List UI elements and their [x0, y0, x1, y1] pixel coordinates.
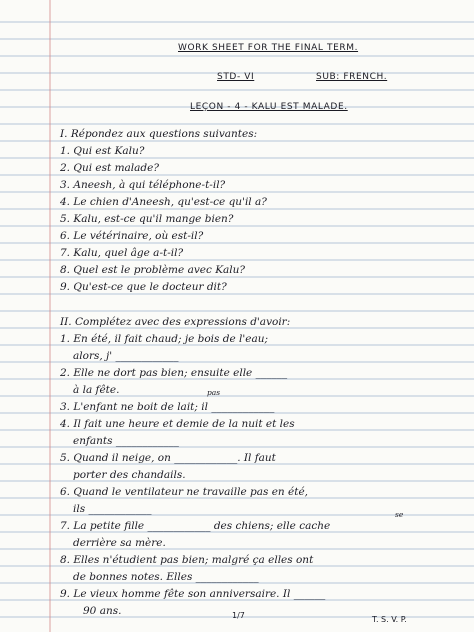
fill-line-7b: derrière sa mère.: [73, 537, 166, 549]
subject-label: SUB: FRENCH.: [316, 72, 388, 82]
lesson-title: LEÇON - 4 - KALU EST MALADE.: [190, 102, 348, 112]
question-7: 7. Kalu, quel âge a-t-il?: [60, 247, 184, 259]
worksheet-title: WORK SHEET FOR THE FINAL TERM.: [178, 43, 359, 53]
fill-line-4b: enfants ____________: [73, 435, 179, 447]
question-5: 5. Kalu, est-ce qu'il mange bien?: [60, 213, 234, 225]
question-6: 6. Le vétérinaire, où est-il?: [60, 230, 204, 242]
inserted-word-pas: pas: [207, 388, 221, 397]
fill-line-7: 7. La petite fille ____________ des chiens; elle cache: [60, 520, 331, 532]
question-2: 2. Qui est malade?: [60, 162, 159, 174]
fill-line-6: 6. Quand le ventilateur ne travaille pas en été,: [60, 486, 309, 498]
fill-line-9b: 90 ans.: [83, 605, 122, 617]
inserted-word-se: se: [395, 510, 404, 519]
fill-line-2: 2. Elle ne dort pas bien; ensuite elle ______: [60, 367, 288, 379]
question-9: 9. Qu'est-ce que le docteur dit?: [60, 281, 227, 293]
question-3: 3. Aneesh, à qui téléphone-t-il?: [60, 179, 226, 191]
std-label: STD- VI: [217, 72, 255, 82]
fill-line-1b: alors, j' ____________: [73, 350, 179, 362]
fill-line-1: 1. En été, il fait chaud; je bois de l'eau;: [60, 333, 269, 345]
fill-line-2b: à la fête.: [73, 384, 120, 396]
section2-title: II. Complétez avec des expressions d'avoir:: [60, 316, 291, 328]
section1-title: I. Répondez aux questions suivantes:: [60, 128, 258, 140]
question-4: 4. Le chien d'Aneesh, qu'est-ce qu'il a?: [60, 196, 267, 208]
school-initials: T. S. V. P.: [372, 615, 407, 624]
fill-line-9: 9. Le vieux homme fête son anniversaire. Il ______: [60, 588, 326, 600]
fill-line-8: 8. Elles n'étudient pas bien; malgré ça elles ont: [60, 554, 314, 566]
fill-line-5b: porter des chandails.: [73, 469, 186, 481]
question-8: 8. Quel est le problème avec Kalu?: [60, 264, 246, 276]
fill-line-5: 5. Quand il neige, on ____________. Il faut: [60, 452, 276, 464]
fill-line-4: 4. Il fait une heure et demie de la nuit et les: [60, 418, 295, 430]
question-1: 1. Qui est Kalu?: [60, 145, 145, 157]
fill-line-8b: de bonnes notes. Elles ____________: [73, 571, 259, 583]
page-number: 1/7: [232, 611, 245, 620]
fill-line-6b: ils ____________: [73, 503, 152, 515]
fill-line-3: 3. L'enfant ne boit de lait; il ____________: [60, 401, 275, 413]
